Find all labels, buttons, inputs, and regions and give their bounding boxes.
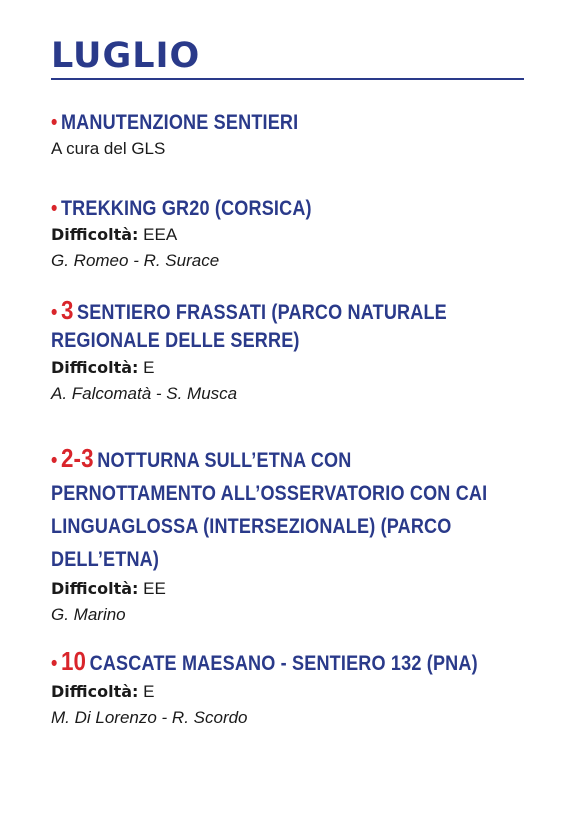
- event-date: 2-3: [60, 443, 94, 473]
- event-item: [51, 110, 533, 162]
- event-title-line: MANUTENZIONE SENTIERI: [60, 111, 299, 134]
- event-title-line: TREKKING GR20 (CORSICA): [60, 197, 312, 220]
- bullet-icon: •: [51, 449, 58, 472]
- event-title-line: PERNOTTAMENTO ALL’OSSERVATORIO CON CAI: [51, 482, 488, 505]
- difficulty-label: Difficoltà:: [51, 225, 139, 244]
- event-title: [51, 646, 533, 679]
- event-difficulty: [51, 355, 533, 381]
- difficulty-value: EEA: [143, 225, 178, 244]
- bullet-icon: •: [51, 197, 58, 220]
- event-difficulty: [51, 576, 533, 602]
- event-date: 3: [60, 295, 74, 325]
- event-info: A cura del GLS: [51, 139, 166, 158]
- event-title-line: DELL’ETNA): [51, 548, 160, 571]
- event-leaders: G. Romeo - R. Surace: [51, 251, 220, 270]
- event-item: [51, 442, 533, 628]
- difficulty-label: Difficoltà:: [51, 358, 139, 377]
- bullet-icon: •: [51, 301, 58, 324]
- event-title: [51, 296, 533, 355]
- event-item: [51, 196, 533, 274]
- difficulty-value: E: [143, 682, 155, 701]
- event-title-line: SENTIERO FRASSATI (PARCO NATURALE: [77, 301, 447, 324]
- event-item: [51, 646, 533, 731]
- event-title: [51, 196, 533, 222]
- event-title-line: CASCATE MAESANO - SENTIERO 132 (PNA): [89, 652, 478, 675]
- difficulty-value: E: [143, 358, 155, 377]
- program-page: [51, 36, 526, 727]
- difficulty-label: Difficoltà:: [51, 682, 139, 701]
- bullet-icon: •: [51, 652, 58, 675]
- event-leaders: G. Marino: [51, 605, 126, 624]
- event-leaders: A. Falcomatà - S. Musca: [51, 384, 238, 403]
- event-date: 10: [60, 646, 87, 676]
- event-title-line: REGIONALE DELLE SERRE): [51, 329, 300, 352]
- event-difficulty: [51, 222, 533, 248]
- event-title-line: NOTTURNA SULL’ETNA CON: [97, 449, 352, 472]
- event-title-line: LINGUAGLOSSA (INTERSEZIONALE) (PARCO: [51, 515, 452, 538]
- difficulty-value: EE: [143, 579, 166, 598]
- event-leaders: M. Di Lorenzo - R. Scordo: [51, 708, 248, 727]
- event-title: [51, 110, 533, 136]
- bullet-icon: •: [51, 111, 58, 134]
- difficulty-label: Difficoltà:: [51, 579, 139, 598]
- event-title: [51, 442, 533, 576]
- event-difficulty: [51, 679, 533, 705]
- month-title: LUGLIO: [51, 36, 524, 80]
- event-item: [51, 296, 533, 407]
